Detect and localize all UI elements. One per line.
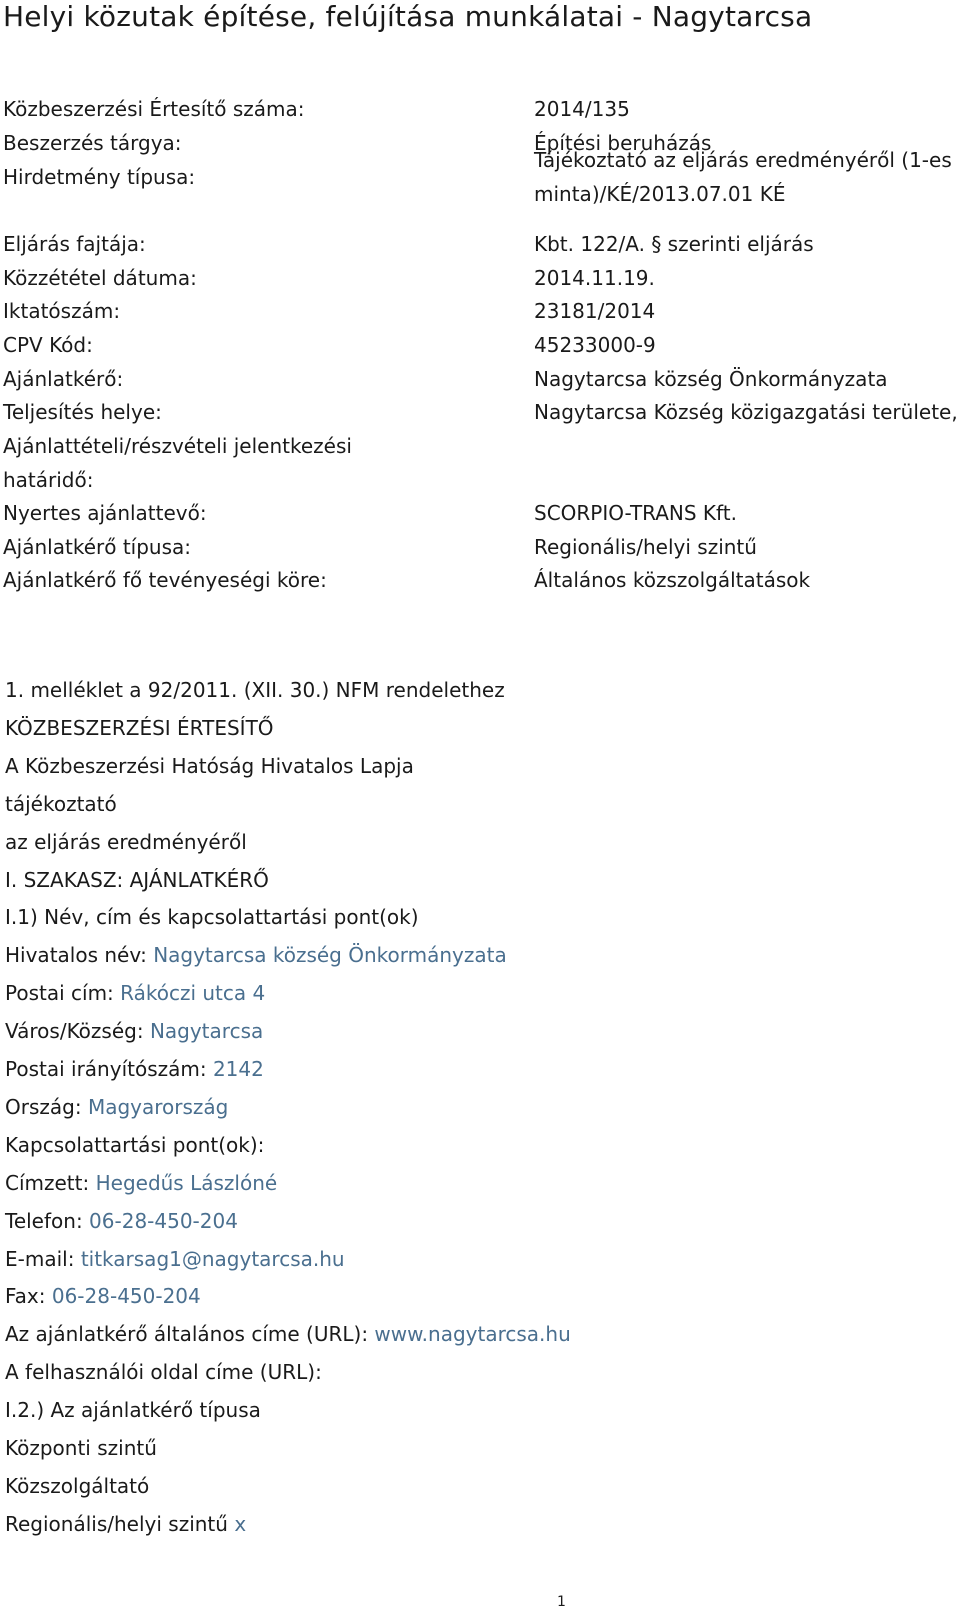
body-line	[5, 937, 507, 973]
metadata-value	[534, 143, 952, 211]
body-line-text: Hivatalos név:	[5, 943, 154, 967]
body-line	[5, 1165, 277, 1201]
metadata-value: Kbt. 122/A. § szerinti eljárás	[534, 232, 814, 256]
body-line	[5, 899, 419, 935]
body-line	[5, 786, 117, 822]
body-line-text: I. SZAKASZ: AJÁNLATKÉRŐ	[5, 868, 269, 892]
body-line-text: Telefon:	[5, 1209, 90, 1233]
metadata-label: Ajánlatkérő:	[3, 367, 124, 391]
body-line-value: Nagytarcsa	[149, 1019, 264, 1043]
body-line	[5, 1051, 264, 1087]
metadata-label	[3, 429, 352, 497]
metadata-label: Ajánlatkérő típusa:	[3, 535, 191, 559]
body-line-text: A felhasználói oldal címe (URL):	[5, 1360, 322, 1384]
body-line-value: www.nagytarcsa.hu	[374, 1322, 571, 1346]
body-line-text: Az ajánlatkérő általános címe (URL):	[5, 1322, 375, 1346]
body-line-text: I.1) Név, cím és kapcsolattartási pont(ok)	[5, 905, 419, 929]
body-line-text: 1. melléklet a 92/2011. (XII. 30.) NFM rendelethez	[5, 678, 505, 702]
body-line-value: 06-28-450-204	[89, 1209, 238, 1233]
body-line	[5, 1241, 345, 1277]
metadata-value-line: Tájékoztató az eljárás eredményéről (1-es	[534, 148, 952, 172]
page-number: 1	[557, 1594, 566, 1610]
body-line-text: Fax:	[5, 1284, 52, 1308]
body-line-text: Közszolgáltató	[5, 1474, 150, 1498]
body-line	[5, 748, 414, 784]
body-line	[5, 710, 274, 746]
body-line	[5, 1089, 228, 1125]
metadata-value: Építési beruházás	[534, 131, 712, 155]
metadata-label-line: Ajánlattételi/részvételi jelentkezési	[3, 434, 352, 458]
body-line-value: Nagytarcsa község Önkormányzata	[153, 943, 507, 967]
body-line	[5, 1354, 322, 1390]
metadata-label: Közzététel dátuma:	[3, 266, 197, 290]
body-line	[5, 1203, 238, 1239]
metadata-label: Hirdetmény típusa:	[3, 165, 196, 189]
body-line-value: 06-28-450-204	[51, 1284, 201, 1308]
body-line-text: az eljárás eredményéről	[5, 830, 247, 854]
body-line-text: tájékoztató	[5, 792, 117, 816]
metadata-value: 23181/2014	[534, 299, 656, 323]
body-line-text: Kapcsolattartási pont(ok):	[5, 1133, 265, 1157]
metadata-value: Általános közszolgáltatások	[534, 568, 811, 592]
body-line	[5, 975, 265, 1011]
body-line-value: 2142	[212, 1057, 264, 1081]
metadata-label: Ajánlatkérő fő tevényeségi köre:	[3, 568, 327, 592]
body-line-text: Postai cím:	[5, 981, 121, 1005]
body-line	[5, 672, 505, 708]
body-line	[5, 1468, 149, 1504]
metadata-label: Nyertes ajánlattevő:	[3, 501, 207, 525]
metadata-value: Nagytarcsa Község közigazgatási területe,	[534, 400, 958, 424]
body-line-value: x	[234, 1512, 247, 1536]
body-line-value: titkarsag1@nagytarcsa.hu	[80, 1247, 345, 1271]
body-line-text: KÖZBESZERZÉSI ÉRTESÍTŐ	[5, 716, 274, 740]
body-line	[5, 1013, 263, 1049]
body-line-text: I.2.) Az ajánlatkérő típusa	[5, 1398, 261, 1422]
metadata-value: Regionális/helyi szintű	[534, 535, 757, 559]
body-line-text: A Közbeszerzési Hatóság Hivatalos Lapja	[5, 754, 414, 778]
body-line-text: Postai irányítószám:	[5, 1057, 213, 1081]
body-line	[5, 1430, 157, 1466]
body-line	[5, 1278, 201, 1314]
metadata-value: 2014/135	[534, 97, 630, 121]
metadata-label: Beszerzés tárgya:	[3, 131, 182, 155]
metadata-value: 45233000-9	[534, 333, 656, 357]
body-line-text: Város/Község:	[5, 1019, 150, 1043]
body-line	[5, 1316, 571, 1352]
body-line-value: Magyarország	[87, 1095, 229, 1119]
body-line	[5, 1506, 246, 1542]
metadata-label: Közbeszerzési Értesítő száma:	[3, 97, 305, 121]
body-line-text: Regionális/helyi szintű	[5, 1512, 235, 1536]
body-line-text: E-mail:	[5, 1247, 81, 1271]
metadata-label: Teljesítés helye:	[3, 400, 162, 424]
body-line-text: Ország:	[5, 1095, 88, 1119]
metadata-value: 2014.11.19.	[534, 266, 655, 290]
metadata-label: Iktatószám:	[3, 299, 121, 323]
body-line	[5, 1392, 261, 1428]
metadata-label-line: határidő:	[3, 468, 94, 492]
document-title: Helyi közutak építése, felújítása munkálatai - Nagytarcsa	[3, 0, 813, 33]
body-line	[5, 862, 269, 898]
metadata-label: Eljárás fajtája:	[3, 232, 146, 256]
body-line	[5, 1127, 264, 1163]
metadata-label: CPV Kód:	[3, 333, 93, 357]
body-line-value: Hegedűs Lászlóné	[95, 1171, 278, 1195]
metadata-value: Nagytarcsa község Önkormányzata	[534, 367, 888, 391]
body-line-value: Rákóczi utca 4	[120, 981, 266, 1005]
body-line	[5, 824, 247, 860]
metadata-value: SCORPIO-TRANS Kft.	[534, 501, 737, 525]
body-line-text: Központi szintű	[5, 1436, 157, 1460]
body-line-text: Címzett:	[5, 1171, 96, 1195]
metadata-value-line: minta)/KÉ/2013.07.01 KÉ	[534, 182, 786, 206]
